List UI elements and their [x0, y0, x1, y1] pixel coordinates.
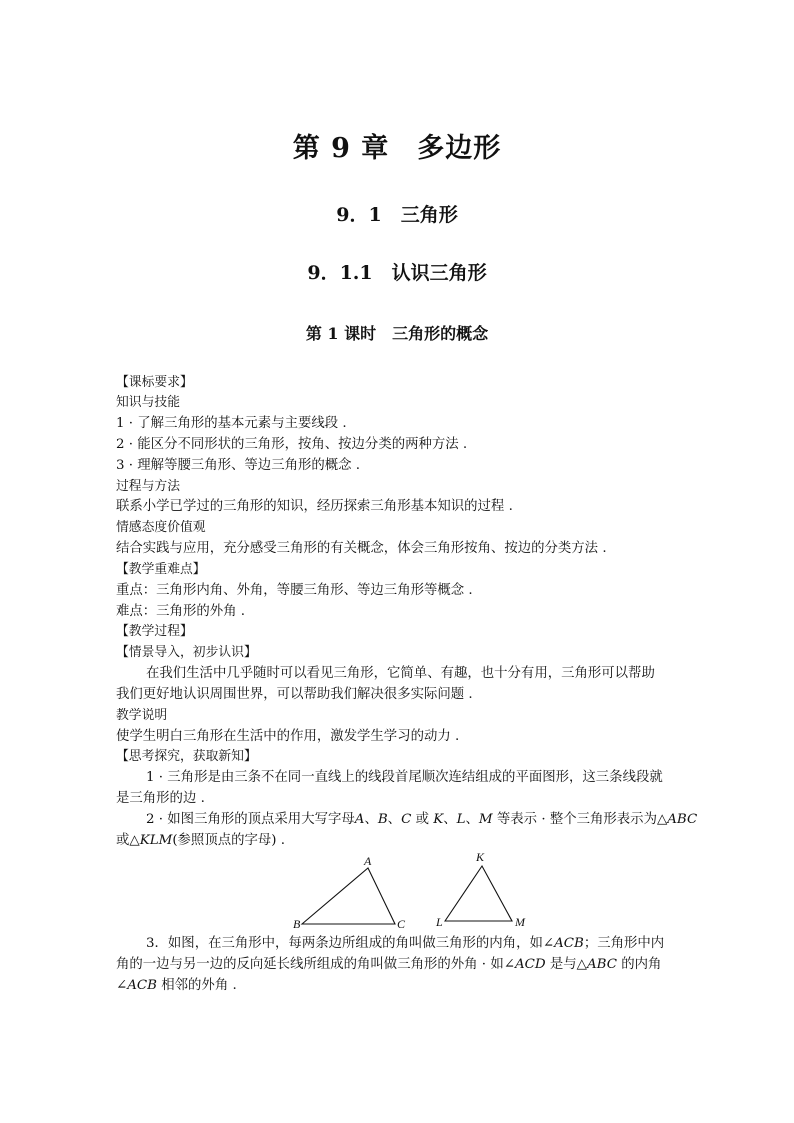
subheading-knowledge-skills: 知识与技能 [116, 395, 180, 410]
triangle-abc [302, 868, 395, 924]
subheading-teaching-note: 教学说明 [116, 708, 168, 723]
heading-explore: 【思考探究，获取新知】 [116, 749, 257, 764]
heading-key-points: 【教学重难点】 [116, 562, 206, 577]
vertex-label-a: A [364, 854, 372, 868]
text-line: 角的一边与另一边的反向延长线所组成的角叫做三角形的外角 · 如∠ACD 是与△ABC 的内角 [116, 957, 662, 972]
subsection-title: 9．1.1 认识三角形 [307, 262, 487, 284]
text-line: 我们更好地认识周围世界，可以帮助我们解决很多实际问题 . [116, 687, 473, 702]
text-line: 重点：三角形内角、外角，等腰三角形、等边三角形等概念 . [116, 583, 473, 598]
text-line: 2 · 能区分不同形状的三角形，按角、按边分类的两种方法 . [116, 437, 468, 452]
vertex-label-m: M [515, 915, 525, 929]
vertex-label-c: C [397, 917, 406, 931]
text-line: 1 · 三角形是由三条不在同一直线上的线段首尾顺次连结组成的平面图形，这三条线段就 [146, 770, 663, 785]
triangle-figure [285, 848, 545, 936]
vertex-label-l: L [436, 915, 443, 929]
text-line: 3．如图，在三角形中，每两条边所组成的角叫做三角形的内角，如∠ACB；三角形中内 [146, 936, 665, 951]
heading-teaching-process: 【教学过程】 [116, 624, 193, 639]
text-line: 1 · 了解三角形的基本元素与主要线段 . [116, 416, 347, 431]
chapter-title: 第 9 章 多边形 [292, 133, 502, 164]
triangle-klm [445, 866, 512, 921]
vertex-label-b: B [293, 917, 301, 931]
text-line: 结合实践与应用，充分感受三角形的有关概念，体会三角形按角、按边的分类方法 . [116, 541, 607, 556]
subheading-attitude-values: 情感态度价值观 [116, 520, 206, 535]
text-line: 2 · 如图三角形的顶点采用大写字母A、B、C 或 K、L、M 等表示 · 整个三角形表示为△ABC [146, 812, 698, 827]
heading-curriculum-requirements: 【课标要求】 [116, 375, 193, 390]
vertex-label-k: K [476, 850, 485, 864]
text-line: 难点：三角形的外角 . [116, 604, 246, 619]
subheading-process-method: 过程与方法 [116, 479, 180, 494]
heading-scene-intro: 【情景导入，初步认识】 [116, 645, 257, 660]
text-line: 3 · 理解等腰三角形、等边三角形的概念 . [116, 458, 361, 473]
text-line: ∠ACB 相邻的外角 . [116, 978, 237, 993]
text-line: 联系小学已学过的三角形的知识，经历探索三角形基本知识的过程 . [116, 499, 513, 514]
text-line: 或△KLM(参照顶点的字母) . [116, 833, 286, 848]
section-title: 9．1 三角形 [336, 204, 458, 226]
lesson-title: 第 1 课时 三角形的概念 [305, 324, 489, 343]
text-line: 是三角形的边 . [116, 791, 205, 806]
text-line: 使学生明白三角形在生活中的作用，激发学生学习的动力 . [116, 729, 460, 744]
text-line: 在我们生活中几乎随时可以看见三角形，它简单、有趣，也十分有用，三角形可以帮助 [146, 666, 655, 681]
